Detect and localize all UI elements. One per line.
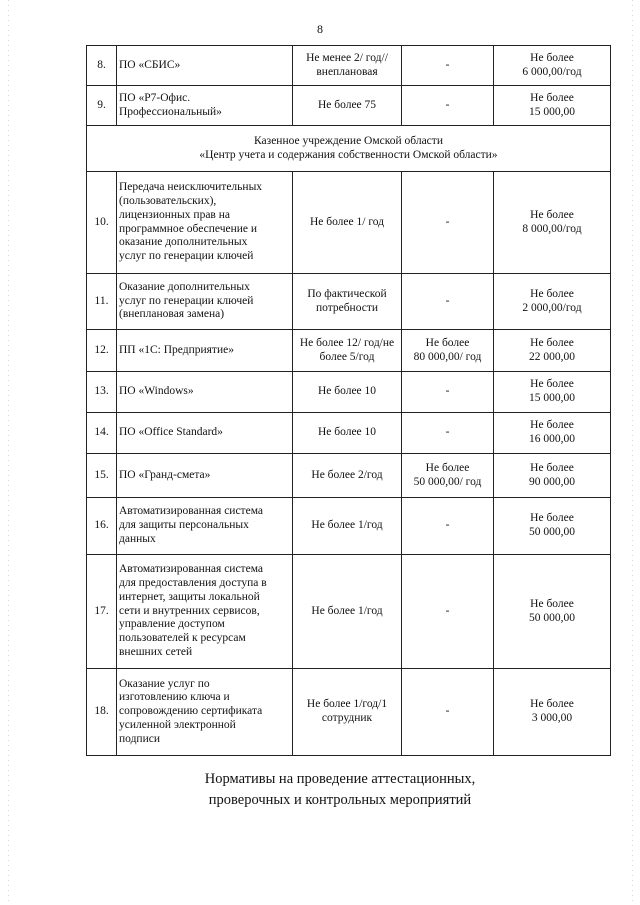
row-number: 16. [87,498,117,555]
row-cost-line: Не более [530,419,574,432]
row-cost-line: Не более [530,208,574,221]
table-row [87,86,611,126]
row-price-line: 80 000,00/ год [413,350,482,363]
row-cost-line: 50 000,00 [529,526,575,538]
row-name-line: ПО «Office Standard» [119,426,223,439]
norms-table [86,45,611,756]
row-name [117,669,293,756]
row-cost-line: 6 000,00/год [522,65,582,78]
row-quantity-line: Не более 1/год [311,604,383,617]
row-name-line: пользователей к ресурсам [119,632,246,645]
row-quantity [293,454,402,498]
row-name-line: услуг по генерации ключей [119,250,254,263]
row-quantity-line: Не более 2/год [311,468,383,481]
row-name [117,172,293,274]
table-row [87,413,611,454]
row-cost-line: 2 000,00/год [522,301,582,314]
row-quantity-line: Не более 1/ год [309,215,385,228]
row-cost-line: Не более [530,698,574,711]
row-number: 9. [87,86,117,126]
row-cost-line: 8 000,00/год [522,222,582,235]
row-name-line: изготовлению ключа и [119,691,230,704]
row-number: 17. [87,555,117,669]
row-name [117,372,293,413]
table-row [87,498,611,555]
row-price [402,498,494,555]
row-number: 10. [87,172,117,274]
row-name [117,330,293,372]
row-price-line: - [445,519,450,532]
section-title-line-2: «Центр учета и содержания собственности Омской области» [199,148,498,161]
row-cost [494,172,611,274]
row-name-line: Профессиональный» [119,105,222,118]
row-name-line: данных [119,532,156,545]
row-cost [494,372,611,413]
row-quantity-line: потребности [315,301,379,314]
row-cost [494,498,611,555]
row-cost-line: Не более [530,597,574,610]
row-price-line: - [445,426,450,439]
row-cost-line: 50 000,00 [529,611,575,624]
row-price [402,172,494,274]
table-row [87,669,611,756]
row-price-line: - [445,705,450,718]
row-quantity-line: сотрудник [321,712,373,724]
row-price-line: - [445,294,450,307]
row-cost-line: Не более [530,51,574,64]
row-number: 15. [87,454,117,498]
row-name [117,46,293,86]
row-quantity-line: Не менее 2/ год// [306,51,388,64]
row-cost-line: 3 000,00 [531,712,573,724]
row-quantity-line: Не более 12/ год/не [299,336,395,349]
row-name-line: программное обеспечение и [119,222,258,235]
row-price [402,330,494,372]
row-name [117,498,293,555]
row-price-line: Не более [425,336,470,349]
row-quantity-line: Не более 1/год/1 [306,698,388,711]
row-cost [494,413,611,454]
row-number: 13. [87,372,117,413]
row-number: 18. [87,669,117,756]
row-quantity-line: внеплановая [316,65,378,78]
row-price [402,413,494,454]
row-cost [494,555,611,669]
row-cost [494,454,611,498]
row-price-line: - [445,604,450,617]
row-quantity [293,669,402,756]
row-cost [494,274,611,330]
row-name [117,555,293,669]
row-name-line: усиленной электронной [119,718,236,731]
row-name-line: Автоматизированная система [119,505,263,518]
row-name [117,86,293,126]
table-row [87,46,611,86]
row-price-line: - [445,98,450,111]
row-price [402,454,494,498]
row-name-line: Оказание услуг по [119,677,210,690]
norms-table-section [87,126,611,172]
row-name-line: (внеплановая замена) [119,308,225,321]
row-cost-line: Не более [530,91,574,104]
footer-title-line-2: проверочных и контрольных мероприятий [208,792,472,809]
row-name-line: ПО «Р7-Офис. [119,91,191,104]
row-quantity [293,274,402,330]
row-name [117,413,293,454]
row-name-line: лицензионных прав на [119,208,230,221]
row-name-line: ПО «Гранд-смета» [119,468,211,481]
row-number: 8. [87,46,117,86]
row-quantity [293,330,402,372]
table-row [87,274,611,330]
row-cost-line: 90 000,00 [529,475,575,488]
row-quantity-line: Не более 10 [317,385,377,398]
table-row [87,372,611,413]
row-quantity [293,555,402,669]
row-name [117,454,293,498]
row-name-line: услуг по генерации ключей [119,294,254,307]
row-quantity-line: По фактической [307,287,387,300]
row-name-line: Передача неисключительных [119,181,263,194]
row-quantity-line: Не более 75 [317,98,377,111]
row-name-line: сопровождению сертификата [119,705,263,718]
row-cost-line: 22 000,00 [529,350,575,363]
row-name-line: внешних сетей [119,645,193,658]
row-cost-line: 15 000,00 [529,392,575,404]
row-price-line: - [445,58,450,71]
row-name-line: для защиты персональных [119,519,249,532]
row-quantity [293,86,402,126]
table-row [87,454,611,498]
row-price [402,274,494,330]
row-cost-line: Не более [530,512,574,525]
row-quantity [293,498,402,555]
row-number: 12. [87,330,117,372]
row-cost-line: 15 000,00 [529,105,575,118]
section-title [87,126,611,172]
row-price-line: Не более [425,461,470,474]
row-cost-line: Не более [530,378,574,391]
row-price [402,86,494,126]
footer-title-line-1: Нормативы на проведение аттестационных, [204,771,476,787]
row-cost-line: 16 000,00 [529,433,575,445]
row-quantity-line: Не более 1/год [311,519,383,532]
row-name [117,274,293,330]
footer-title [0,769,640,811]
norms-table-body-bottom [87,172,611,756]
row-cost-line: Не более [530,336,574,349]
row-price [402,555,494,669]
row-name-line: ПО «Windows» [119,385,194,398]
row-cost [494,669,611,756]
row-name-line: сети и внутренних сервисов, [119,604,260,617]
row-price [402,46,494,86]
row-cost [494,330,611,372]
row-name-line: управление доступом [119,618,225,631]
row-quantity [293,372,402,413]
row-price [402,669,494,756]
row-quantity [293,172,402,274]
section-title-line-1: Казенное учреждение Омской области [254,134,443,147]
row-name-line: (пользовательских), [119,194,217,207]
row-name-line: интернет, защиты локальной [119,590,260,603]
norms-table-body-top [87,46,611,126]
row-price [402,372,494,413]
row-name-line: подписи [119,732,160,745]
row-name-line: ПП «1С: Предприятие» [119,343,234,356]
row-quantity-line: Не более 10 [317,426,377,439]
row-cost-line: Не более [530,461,574,474]
row-cost [494,46,611,86]
row-number: 14. [87,413,117,454]
row-name-line: ПО «СБИС» [119,58,181,71]
row-name-line: оказание дополнительных [119,236,248,249]
row-quantity [293,46,402,86]
row-name-line: для предоставления доступа в [119,577,267,589]
row-quantity [293,413,402,454]
page-number: 8 [317,22,323,36]
row-cost [494,86,611,126]
table-row [87,330,611,372]
row-number: 11. [87,274,117,330]
table-row [87,172,611,274]
section-row [87,126,611,172]
row-price-line: - [445,215,450,228]
row-name-line: Оказание дополнительных [119,280,250,293]
row-cost-line: Не более [530,287,574,300]
table-row [87,555,611,669]
row-name-line: Автоматизированная система [119,563,263,576]
row-price-line: 50 000,00/ год [413,475,482,488]
row-quantity-line: более 5/год [319,350,375,363]
row-price-line: - [445,385,450,398]
